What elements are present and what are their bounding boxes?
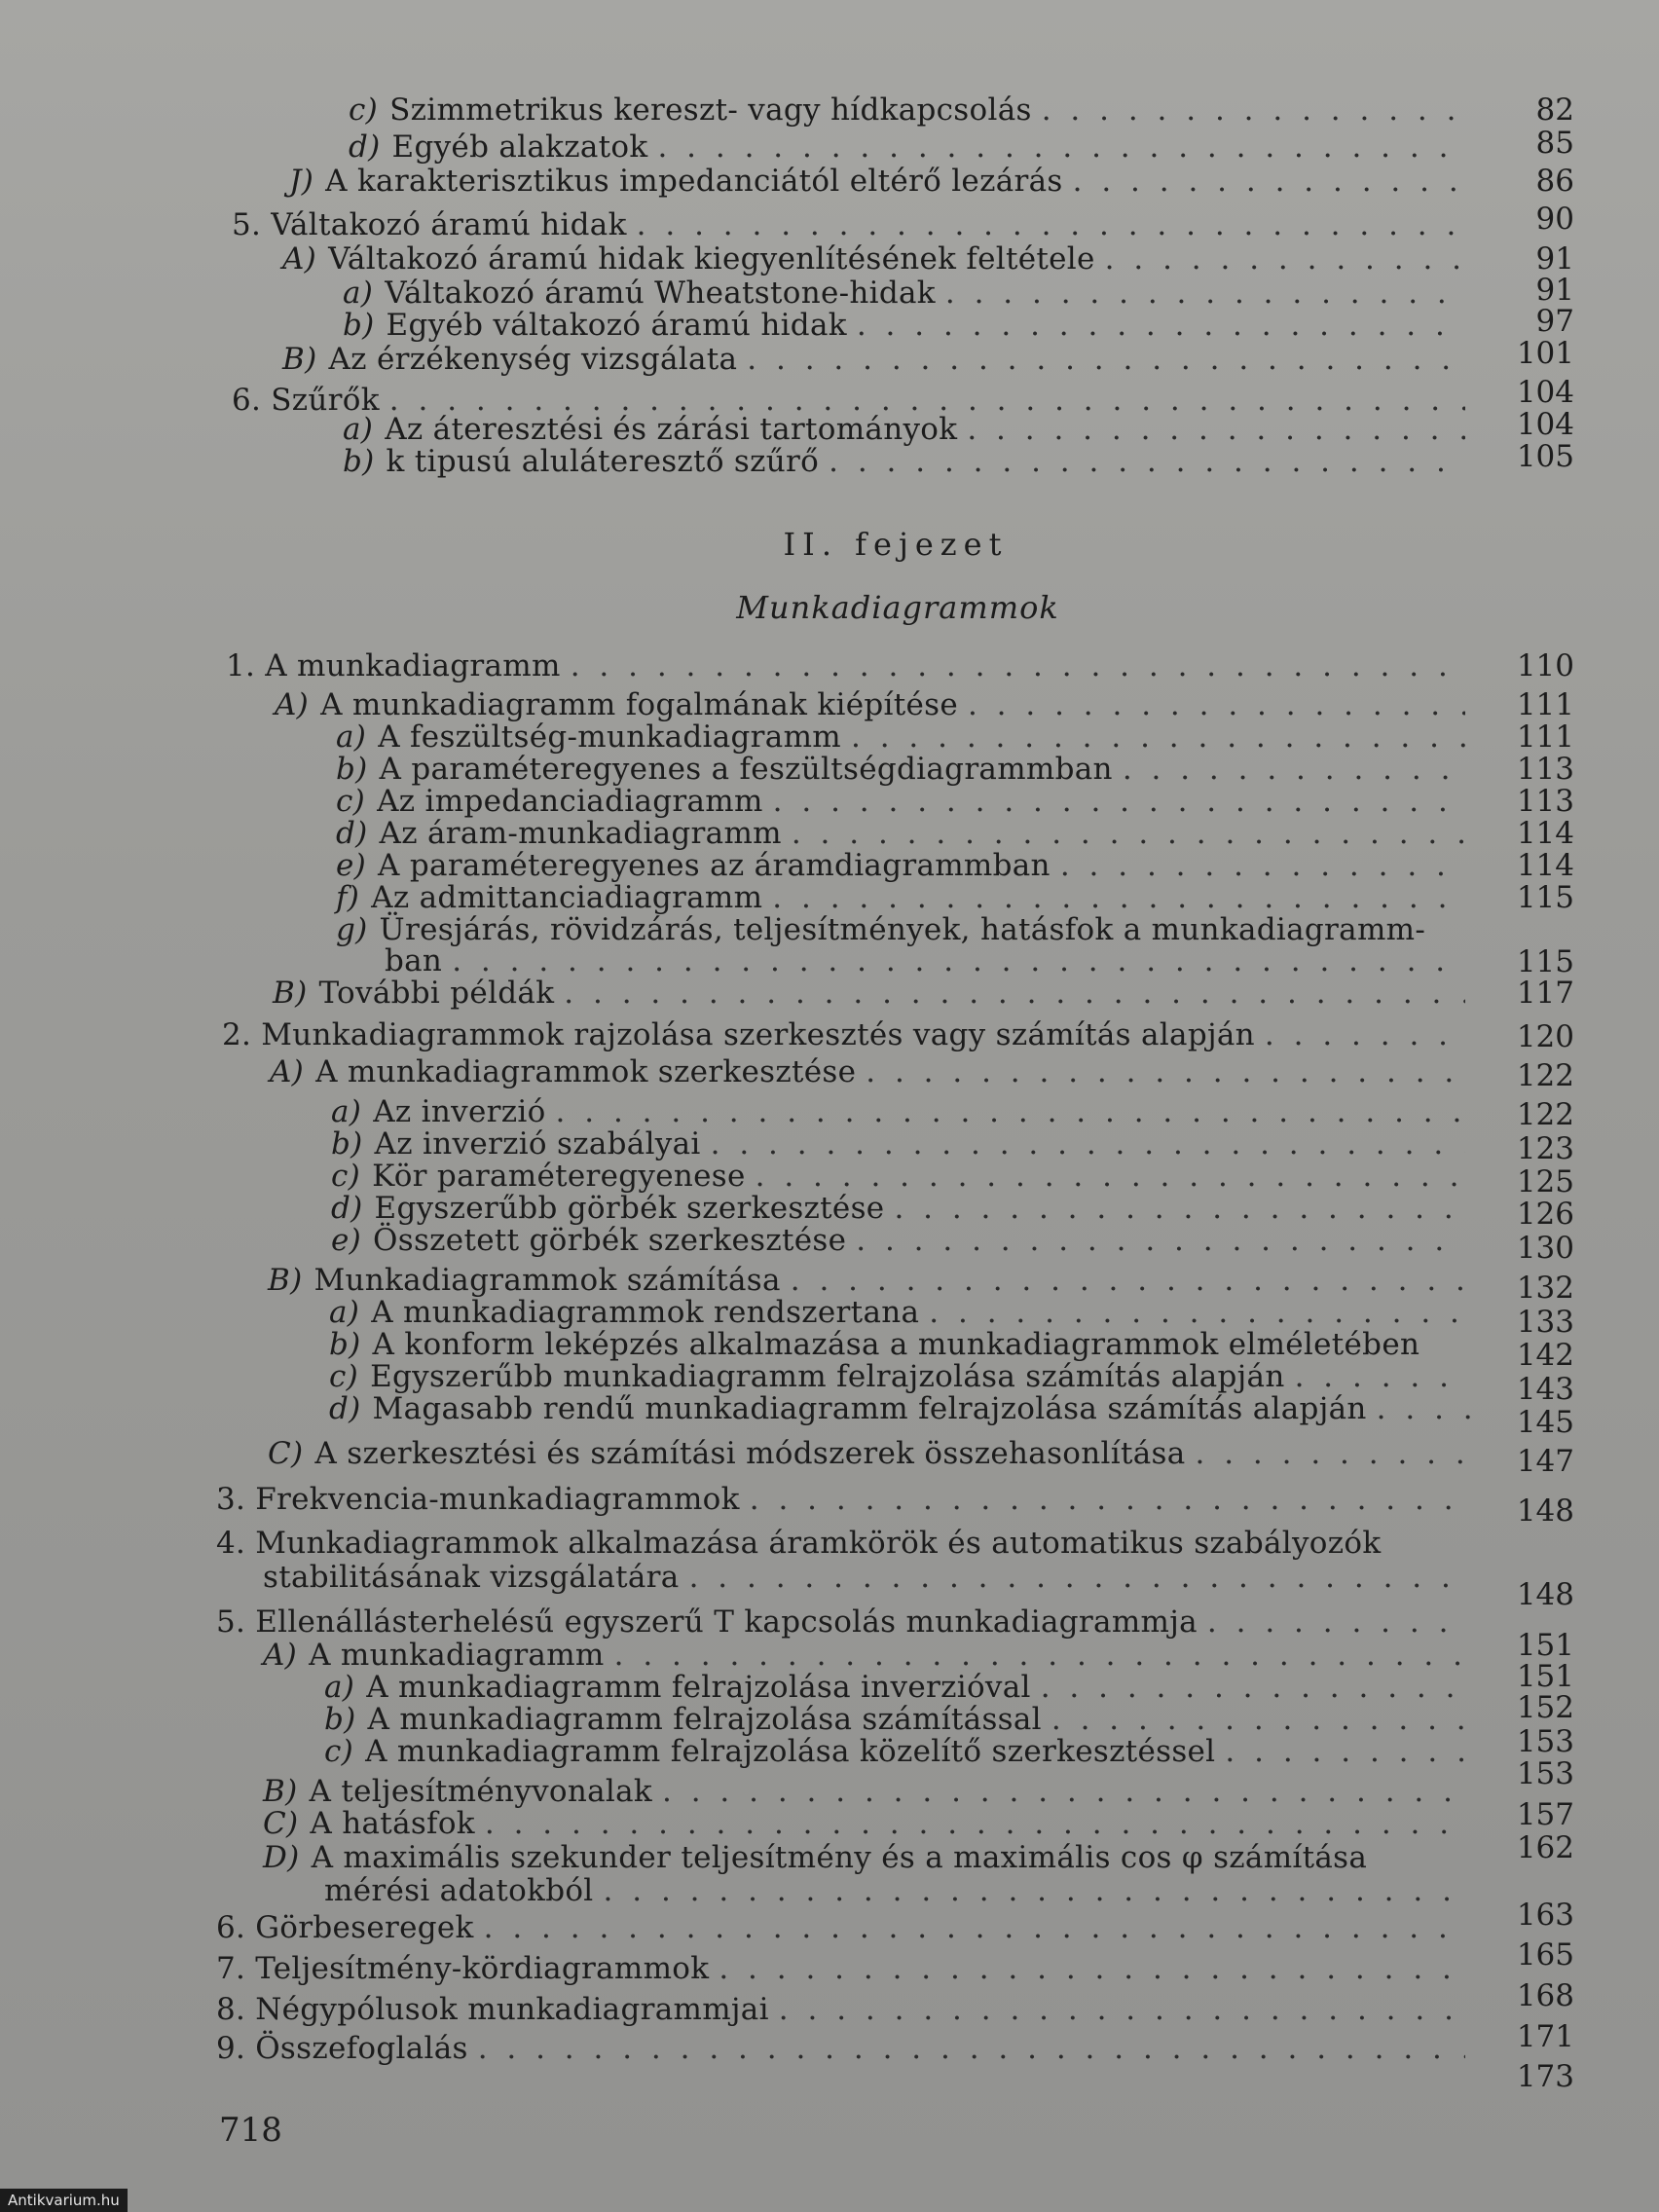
entry-title: Összefoglalás <box>255 2031 468 2066</box>
entry-title: További példák <box>318 976 555 1011</box>
entry-marker: a) <box>324 1670 355 1705</box>
entry-title: Az érzékenység vizsgálata <box>328 342 738 377</box>
entry-page: 151 <box>1516 1628 1574 1663</box>
entry-marker: c) <box>349 92 379 128</box>
leader-dots <box>773 784 1465 819</box>
leader-dots <box>1060 848 1465 883</box>
leader-dots <box>711 1126 1465 1161</box>
leader-dots <box>851 719 1465 755</box>
entry-continuation: mérési adatokból <box>324 1873 594 1908</box>
toc-entry <box>216 1910 1479 1945</box>
toc-entry <box>263 1806 1479 1841</box>
leader-dots <box>614 1638 1465 1673</box>
entry-marker: B) <box>282 342 317 377</box>
leader-dots <box>485 1806 1465 1841</box>
entry-title: A konform leképzés alkalmazása a munkadiagrammok elméletében <box>372 1327 1420 1362</box>
entry-marker: g) <box>336 912 368 947</box>
entry-title: Egyszerűbb görbék szerkesztése <box>374 1191 885 1226</box>
leader-dots <box>484 1910 1465 1945</box>
entry-title: Ellenállásterhelésű egyszerű T kapcsolás munkadiagrammja <box>255 1604 1198 1640</box>
entry-marker: D) <box>263 1840 300 1875</box>
entry-title: Az inverzió szabályai <box>374 1126 701 1161</box>
toc-entry <box>268 1263 1479 1298</box>
toc-entry <box>216 1604 1479 1640</box>
entry-title: A paraméteregyenes az áramdiagrammban <box>378 848 1051 883</box>
toc-entry <box>263 1638 1479 1673</box>
entry-page: 122 <box>1516 1097 1574 1132</box>
entry-title: Egyszerűbb munkadiagramm felrajzolása számítás alapján <box>370 1359 1285 1394</box>
entry-page: 91 <box>1535 241 1574 276</box>
entry-title: A paraméteregyenes a feszültségdiagrammban <box>379 752 1113 787</box>
entry-page: 104 <box>1516 375 1574 410</box>
leader-dots <box>1073 164 1465 199</box>
leader-dots <box>747 342 1465 377</box>
entry-title: A maximális szekunder teljesítmény és a maximális cos φ számítása <box>311 1840 1368 1875</box>
entry-page: 125 <box>1516 1164 1574 1199</box>
leader-dots <box>719 1951 1465 1986</box>
entry-title: A munkadiagramm <box>309 1638 605 1673</box>
toc-entry <box>232 207 1479 242</box>
entry-marker: c) <box>329 1359 359 1394</box>
entry-page: 168 <box>1516 1978 1574 2013</box>
toc-entry <box>216 1992 1479 2027</box>
entry-page: 157 <box>1516 1797 1574 1832</box>
entry-marker: a) <box>329 1295 360 1330</box>
leader-dots <box>894 1191 1465 1226</box>
entry-marker: J) <box>289 164 314 199</box>
toc-entry <box>263 1774 1479 1809</box>
leader-dots <box>929 1295 1465 1330</box>
toc-entry <box>336 719 1479 755</box>
entry-page: 115 <box>1516 944 1574 979</box>
leader-dots <box>1041 1670 1465 1705</box>
entry-title: Teljesítmény-kördiagrammok <box>255 1951 710 1986</box>
toc-entry <box>282 241 1479 276</box>
entry-title: A feszültség-munkadiagramm <box>378 719 841 755</box>
entry-page: 114 <box>1516 816 1574 851</box>
entry-title: A hatásfok <box>310 1806 475 1841</box>
entry-page: 147 <box>1516 1444 1574 1479</box>
entry-marker: A) <box>263 1638 298 1673</box>
entry-number: 5. <box>232 207 262 242</box>
toc-entry <box>216 1951 1479 1986</box>
toc-entry <box>349 92 1479 128</box>
entry-title: A szerkesztési és számítási módszerek összehasonlítása <box>314 1436 1186 1471</box>
entry-page: 85 <box>1535 126 1574 161</box>
entry-marker: b) <box>336 752 368 787</box>
toc-entry <box>331 1223 1479 1258</box>
watermark: Antikvarium.hu <box>0 2189 128 2212</box>
toc-entry <box>226 648 1479 683</box>
entry-title: Szűrők <box>271 383 380 418</box>
toc-entry <box>336 784 1479 819</box>
entry-marker: a) <box>343 412 374 447</box>
entry-marker: B) <box>273 976 308 1011</box>
toc-entry <box>331 1159 1479 1194</box>
entry-number: 6. <box>216 1910 246 1945</box>
toc-entry-continuation <box>324 1873 1479 1908</box>
entry-title: Munkadiagrammok számítása <box>313 1263 781 1298</box>
entry-title: Az admittanciadiagramm <box>371 880 763 915</box>
entry-title: Váltakozó áramú hidak <box>271 207 627 242</box>
toc-entry <box>336 752 1479 787</box>
leader-dots <box>556 1094 1465 1129</box>
chapter-subtitle: Munkadiagrammok <box>736 589 1059 626</box>
entry-title: A munkadiagrammok rendszertana <box>371 1295 920 1330</box>
toc-entry-continuation <box>385 943 1479 978</box>
toc-entry <box>331 1094 1479 1129</box>
entry-page: 145 <box>1516 1405 1574 1440</box>
entry-marker: b) <box>324 1702 356 1737</box>
leader-dots <box>866 1054 1465 1089</box>
entry-page: 123 <box>1516 1131 1574 1166</box>
entry-title: A munkadiagramm fogalmának kiépítése <box>320 687 958 722</box>
entry-title: Egyéb váltakozó áramú hidak <box>386 308 847 343</box>
toc-entry <box>343 276 1479 311</box>
entry-page: 104 <box>1516 407 1574 442</box>
entry-title: A munkadiagramm felrajzolása közelítő szerkesztéssel <box>365 1734 1216 1769</box>
entry-page: 90 <box>1535 202 1574 237</box>
entry-page: 162 <box>1516 1830 1574 1865</box>
entry-number: 1. <box>226 648 256 683</box>
entry-page: 130 <box>1516 1231 1574 1266</box>
entry-marker: d) <box>336 816 368 851</box>
leader-dots <box>1207 1604 1465 1640</box>
entry-page: 126 <box>1516 1197 1574 1232</box>
leader-dots <box>750 1482 1465 1517</box>
entry-page: 133 <box>1516 1305 1574 1340</box>
entry-page: 148 <box>1516 1493 1574 1529</box>
leader-dots <box>571 648 1465 683</box>
toc-entry <box>275 687 1479 722</box>
toc-entry <box>329 1359 1479 1394</box>
page-number: 718 <box>219 2111 282 2150</box>
entry-page: 111 <box>1516 687 1574 722</box>
entry-page: 142 <box>1516 1338 1574 1373</box>
entry-page: 165 <box>1516 1937 1574 1972</box>
entry-title: Magasabb rendű munkadiagramm felrajzolása számítás alapján <box>372 1391 1367 1426</box>
entry-marker: d) <box>331 1191 363 1226</box>
entry-page: 111 <box>1516 719 1574 755</box>
entry-page: 110 <box>1516 648 1574 683</box>
entry-number: 7. <box>216 1951 246 1986</box>
entry-page: 97 <box>1535 304 1574 339</box>
leader-dots <box>604 1873 1465 1908</box>
entry-page: 132 <box>1516 1271 1574 1306</box>
entry-marker: a) <box>331 1094 362 1129</box>
entry-marker: b) <box>329 1327 361 1362</box>
entry-continuation: ban <box>385 943 443 978</box>
entry-page: 151 <box>1516 1659 1574 1694</box>
entry-page: 82 <box>1535 92 1574 128</box>
entry-title: Összetett görbék szerkesztése <box>373 1223 847 1258</box>
leader-dots <box>968 687 1465 722</box>
entry-marker: b) <box>343 308 375 343</box>
toc-entry <box>222 1017 1479 1052</box>
entry-page: 120 <box>1516 1019 1574 1054</box>
toc-entry <box>216 2031 1479 2066</box>
entry-number: 5. <box>216 1604 246 1640</box>
toc-entry <box>343 444 1479 479</box>
entry-title: A munkadiagramm felrajzolása számítással <box>367 1702 1042 1737</box>
leader-dots <box>1123 752 1465 787</box>
toc-entry <box>336 816 1479 851</box>
toc-entry <box>324 1670 1479 1705</box>
leader-dots <box>1195 1436 1465 1471</box>
toc-entry <box>343 308 1479 343</box>
entry-page: 143 <box>1516 1372 1574 1407</box>
entry-title: Munkadiagrammok alkalmazása áramkörök és automatikus szabályozók <box>255 1526 1382 1561</box>
entry-title: Görbeseregek <box>255 1910 474 1945</box>
entry-marker: d) <box>329 1391 361 1426</box>
leader-dots <box>856 1223 1465 1258</box>
entry-number: 4. <box>216 1526 246 1561</box>
entry-title: Frekvencia-munkadiagrammok <box>255 1482 740 1517</box>
leader-dots <box>564 976 1465 1011</box>
entry-marker: B) <box>268 1263 303 1298</box>
leader-dots <box>945 276 1465 311</box>
toc-entry <box>324 1734 1479 1769</box>
entry-page: 113 <box>1516 752 1574 787</box>
entry-page: 153 <box>1516 1724 1574 1759</box>
toc-entry <box>343 412 1479 447</box>
toc-entry <box>349 129 1479 165</box>
chapter-title: II. fejezet <box>783 526 1009 563</box>
leader-dots <box>857 308 1465 343</box>
leader-dots <box>1265 1017 1465 1052</box>
entry-page: 86 <box>1535 164 1574 199</box>
entry-title: Az impedanciadiagramm <box>377 784 763 819</box>
entry-marker: a) <box>336 719 367 755</box>
entry-title: Egyéb alakzatok <box>391 129 648 165</box>
entry-marker: C) <box>263 1806 299 1841</box>
entry-page: 173 <box>1516 2059 1574 2094</box>
entry-title: Váltakozó áramú Wheatstone-hidak <box>385 276 936 311</box>
leader-dots <box>657 129 1465 165</box>
toc-entry <box>329 1327 1495 1362</box>
entry-page: 163 <box>1516 1898 1574 1933</box>
toc-entry <box>216 1526 1479 1561</box>
entry-marker: A) <box>282 241 317 276</box>
entry-marker: c) <box>324 1734 354 1769</box>
entry-page: 171 <box>1516 2019 1574 2054</box>
leader-dots <box>779 1992 1465 2027</box>
leader-dots <box>1295 1359 1465 1394</box>
entry-marker: e) <box>336 848 367 883</box>
leader-dots <box>792 816 1465 851</box>
entry-continuation: stabilitásának vizsgálatára <box>263 1560 680 1595</box>
entry-page: 153 <box>1516 1756 1574 1791</box>
entry-title: Az áram-munkadiagramm <box>379 816 782 851</box>
entry-marker: c) <box>331 1159 361 1194</box>
entry-marker: C) <box>268 1436 304 1471</box>
entry-number: 3. <box>216 1482 246 1517</box>
entry-page: 114 <box>1516 848 1574 883</box>
entry-title: k tipusú aluláteresztő szűrő <box>386 444 820 479</box>
entry-title: A munkadiagramm <box>265 648 561 683</box>
entry-marker: b) <box>343 444 375 479</box>
entry-page: 105 <box>1516 439 1574 474</box>
entry-marker: A) <box>270 1054 305 1089</box>
entry-number: 8. <box>216 1992 246 2027</box>
entry-marker: b) <box>331 1126 363 1161</box>
entry-marker: c) <box>336 784 366 819</box>
entry-marker: e) <box>331 1223 362 1258</box>
toc-entry-continuation <box>263 1560 1479 1595</box>
toc-entry <box>270 1054 1479 1089</box>
toc-entry <box>331 1191 1479 1226</box>
toc-entry <box>282 342 1479 377</box>
leader-dots <box>662 1774 1465 1809</box>
entry-marker: f) <box>336 880 360 915</box>
leader-dots <box>1225 1734 1465 1769</box>
leader-dots <box>791 1263 1465 1298</box>
entry-title: A teljesítményvonalak <box>309 1774 653 1809</box>
entry-title: Négypólusok munkadiagrammjai <box>255 1992 769 2027</box>
entry-title: A munkadiagrammok szerkesztése <box>315 1054 857 1089</box>
toc-entry <box>336 848 1479 883</box>
leader-dots <box>478 2031 1465 2066</box>
entry-marker: A) <box>275 687 310 722</box>
entry-page: 122 <box>1516 1058 1574 1093</box>
toc-entry <box>216 1482 1479 1517</box>
toc-entry <box>329 1391 1489 1426</box>
entry-title: Munkadiagrammok rajzolása szerkesztés vagy számítás alapján <box>261 1017 1255 1052</box>
entry-number: 6. <box>232 383 262 418</box>
entry-page: 91 <box>1535 273 1574 308</box>
entry-number: 9. <box>216 2031 246 2066</box>
leader-dots <box>967 412 1465 447</box>
entry-title: Váltakozó áramú hidak kiegyenlítésének feltétele <box>328 241 1095 276</box>
toc-entry <box>263 1840 1489 1875</box>
entry-marker: d) <box>349 129 381 165</box>
entry-title: A karakterisztikus impedanciától eltérő lezárás <box>325 164 1063 199</box>
toc-entry <box>331 1126 1479 1161</box>
entry-marker: a) <box>343 276 374 311</box>
entry-title: A munkadiagramm felrajzolása inverzióval <box>366 1670 1031 1705</box>
entry-page: 148 <box>1516 1577 1574 1612</box>
entry-page: 117 <box>1516 976 1574 1011</box>
leader-dots <box>1051 1702 1465 1737</box>
entry-number: 2. <box>222 1017 252 1052</box>
entry-page: 113 <box>1516 784 1574 819</box>
toc-entry <box>268 1436 1479 1471</box>
entry-page: 101 <box>1516 336 1574 371</box>
leader-dots <box>689 1560 1465 1595</box>
entry-marker: B) <box>263 1774 298 1809</box>
toc-entry <box>336 912 1479 947</box>
leader-dots <box>756 1159 1465 1194</box>
entry-page: 152 <box>1516 1690 1574 1725</box>
entry-page: 115 <box>1516 880 1574 915</box>
leader-dots <box>772 880 1465 915</box>
entry-title: Szimmetrikus kereszt- vagy hídkapcsolás <box>389 92 1032 128</box>
toc-entry <box>289 164 1479 199</box>
entry-title: Az inverzió <box>373 1094 546 1129</box>
leader-dots <box>637 207 1465 242</box>
toc-entry <box>324 1702 1479 1737</box>
toc-entry <box>336 880 1479 915</box>
leader-dots <box>1105 241 1465 276</box>
toc-entry <box>273 976 1479 1011</box>
leader-dots <box>1042 92 1465 128</box>
leader-dots <box>829 444 1465 479</box>
toc-entry <box>329 1295 1479 1330</box>
leader-dots <box>452 943 1465 978</box>
entry-title: Kör paraméteregyenese <box>372 1159 746 1194</box>
entry-title: Az áteresztési és zárási tartományok <box>385 412 958 447</box>
entry-title: Üresjárás, rövidzárás, teljesítmények, hatásfok a munkadiagramm- <box>379 912 1426 947</box>
